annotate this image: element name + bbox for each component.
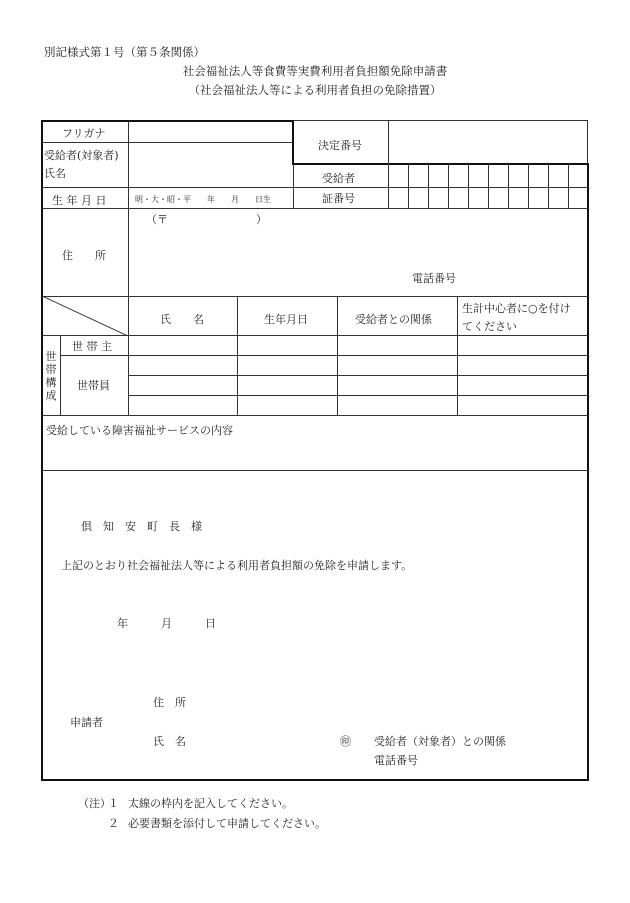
household-side-label: 世帯構成 — [45, 350, 57, 402]
form-subtitle: （社会福祉法人等による利用者負担の免除措置） — [188, 83, 442, 97]
diagonal-line — [42, 296, 128, 336]
birthdate-format: 明・大・昭・平 年 月 日生 — [135, 195, 271, 204]
household-header-main-1: 生計中心者に○を付け — [462, 302, 571, 315]
household-header-name: 氏 名 — [160, 313, 204, 326]
application-date: 年 月 日 — [117, 617, 216, 630]
birthdate-label: 生 年 月 日 — [52, 194, 107, 207]
form-number: 別記様式第１号（第５条関係） — [44, 45, 205, 59]
note-2-number: ２ — [108, 817, 119, 830]
recipient-name-label: 氏名 — [44, 167, 66, 180]
note-1-number: １ — [108, 797, 119, 810]
household-header-birthdate: 生年月日 — [264, 313, 308, 326]
applicant-label: 申請者 — [70, 716, 103, 729]
furigana-label: フリガナ — [62, 127, 106, 140]
note-2-text: 必要書類を添付して申請してください。 — [128, 817, 326, 830]
household-head-label: 世 帯 主 — [72, 340, 112, 353]
notes-prefix: （注） — [78, 797, 111, 810]
recipient-label: 受給者(対象者) — [44, 149, 119, 162]
household-header-main-2: てください — [462, 320, 517, 333]
applicant-address-label: 住 所 — [153, 696, 186, 709]
form-title: 社会福祉法人等食費等実費利用者負担額免除申請書 — [182, 64, 448, 78]
applicant-relation-label: 受給者（対象者）との関係 — [374, 735, 506, 748]
household-header-relation: 受給者との関係 — [355, 313, 432, 326]
seal-mark: ㊞ — [340, 735, 351, 748]
applicant-phone-label: 電話番号 — [374, 754, 418, 767]
addressee: 倶 知 安 町 長 様 — [81, 520, 202, 533]
household-member-label: 世帯員 — [77, 379, 110, 392]
cert-label-2: 証番号 — [322, 192, 355, 205]
decision-number-label: 決定番号 — [318, 139, 362, 152]
postal-code: （〒 ） — [146, 213, 267, 226]
note-1-text: 太線の枠内を記入してください。 — [128, 797, 293, 810]
application-statement: 上記のとおり社会福祉法人等による利用者負担額の免除を申請します。 — [61, 559, 413, 572]
address-phone-label: 電話番号 — [412, 272, 456, 285]
address-label: 住 所 — [62, 249, 106, 262]
cert-label-1: 受給者 — [322, 172, 355, 185]
service-label: 受給している障害福祉サービスの内容 — [46, 424, 233, 437]
applicant-name-label: 氏 名 — [153, 735, 186, 748]
